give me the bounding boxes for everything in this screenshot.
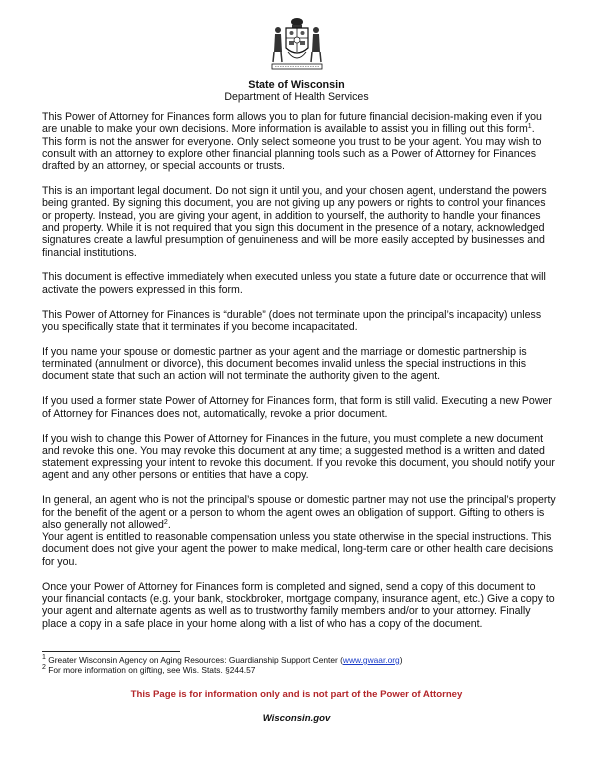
information-only-notice: This Page is for information only and is not part of the Power of Attorney xyxy=(130,689,463,700)
footnote-divider xyxy=(42,651,180,652)
footnote-1: $^1$ Greater Wisconsin Agency on Aging Resources: Guardianship Support Center (www.gwaar.org) xyxy=(42,654,403,665)
paragraph-revocation: If you wish to change this Power of Attorney for Finances in the future, you must complete a new document and revoke this one. You may revoke this document at any time; a suggested method is a written and dated statement expressing your intent to revoke this document. If you revoke this document, you should notify your agent and any other persons or entities that have a copy. xyxy=(42,432,555,482)
paragraph-spouse-agent: If you name your spouse or domestic partner as your agent and the marriage or domestic partnership is terminated (annulment or divorce), this document becomes invalid unless the special instructions in this document state that such an action will not terminate the authority given to the agent. xyxy=(42,345,527,383)
footnotes xyxy=(42,655,557,675)
paragraph-gifting: In general, an agent who is not the principal’s spouse or domestic partner may not use the principal’s property for the benefit of the agent or a person to whom the agent owes an obligation of support. Gifting to others is also generally not allowed$^2$. xyxy=(42,494,556,531)
paragraph-intro: This Power of Attorney for Finances form allows you to plan for future financial decision-making even if you are unable to make your own decisions. More information is available to assist you in filling out this form$^1$. This form is not the answer for everyone. Only select someone you trust to be your agent. You may wish to consult with an attorney to explore other financial planning tools such as a Power of Attorney for Finances drafted by an attorney, or special accounts or trusts. xyxy=(42,111,542,173)
state-title: State of Wisconsin xyxy=(248,79,345,91)
gwaar-link[interactable]: www.gwaar.org xyxy=(342,655,400,665)
website-footer: Wisconsin.gov xyxy=(262,713,331,724)
paragraph-former-form: If you used a former state Power of Attorney for Finances form, that form is still valid. Executing a new Power of Attorney for Finances does not, automatically, revoke a prior document. xyxy=(42,395,552,420)
paragraph-legal-notice: This is an important legal document. Do not sign it until you, and your chosen agent, understand the powers being granted. By signing this document, you are not giving up any powers or rights to control your finances or property. Instead, you are giving your agent, in addition to yourself, the authority to handle your finances and property. While it is not required that you sign this document in the presence of a notary, acknowledged signatures create a lawful presumption of genuineness and will be more easily accepted by businesses and financial institutions. xyxy=(42,185,547,259)
paragraph-effective-date: This document is effective immediately when executed unless you state a future date or occurrence that will activate the powers expressed in this form. xyxy=(42,271,546,296)
department-name: Department of Health Services xyxy=(224,91,369,103)
paragraph-compensation: Your agent is entitled to reasonable compensation unless you state otherwise in the special instructions. This document does not give your agent the power to make medical, long-term care or other health care decisions for you. xyxy=(42,531,554,568)
document-body xyxy=(42,111,557,642)
paragraph-distribution: Once your Power of Attorney for Finances form is completed and signed, send a copy of this document to your financial contacts (e.g. your bank, stockbroker, mortgage company, insurance agent, etc.) Give a copy to your agent and alternate agents as well as to trustworthy family members and/or to your attorney. Finally place a copy in a safe place in your home along with a list of who has a copy of the document. xyxy=(42,580,555,630)
footnote-2: $^2$ For more information on gifting, see Wis. Stats. §244.57 xyxy=(42,664,256,675)
paragraph-durable: This Power of Attorney for Finances is “durable” (does not terminate upon the principal’s incapacity) unless you specifically state that it terminates if you become incapacitated. xyxy=(42,308,542,333)
footnote-ref-1: 1 xyxy=(527,123,532,131)
wisconsin-state-seal-icon xyxy=(268,14,326,72)
footnote-ref-2: 2 xyxy=(163,518,168,526)
